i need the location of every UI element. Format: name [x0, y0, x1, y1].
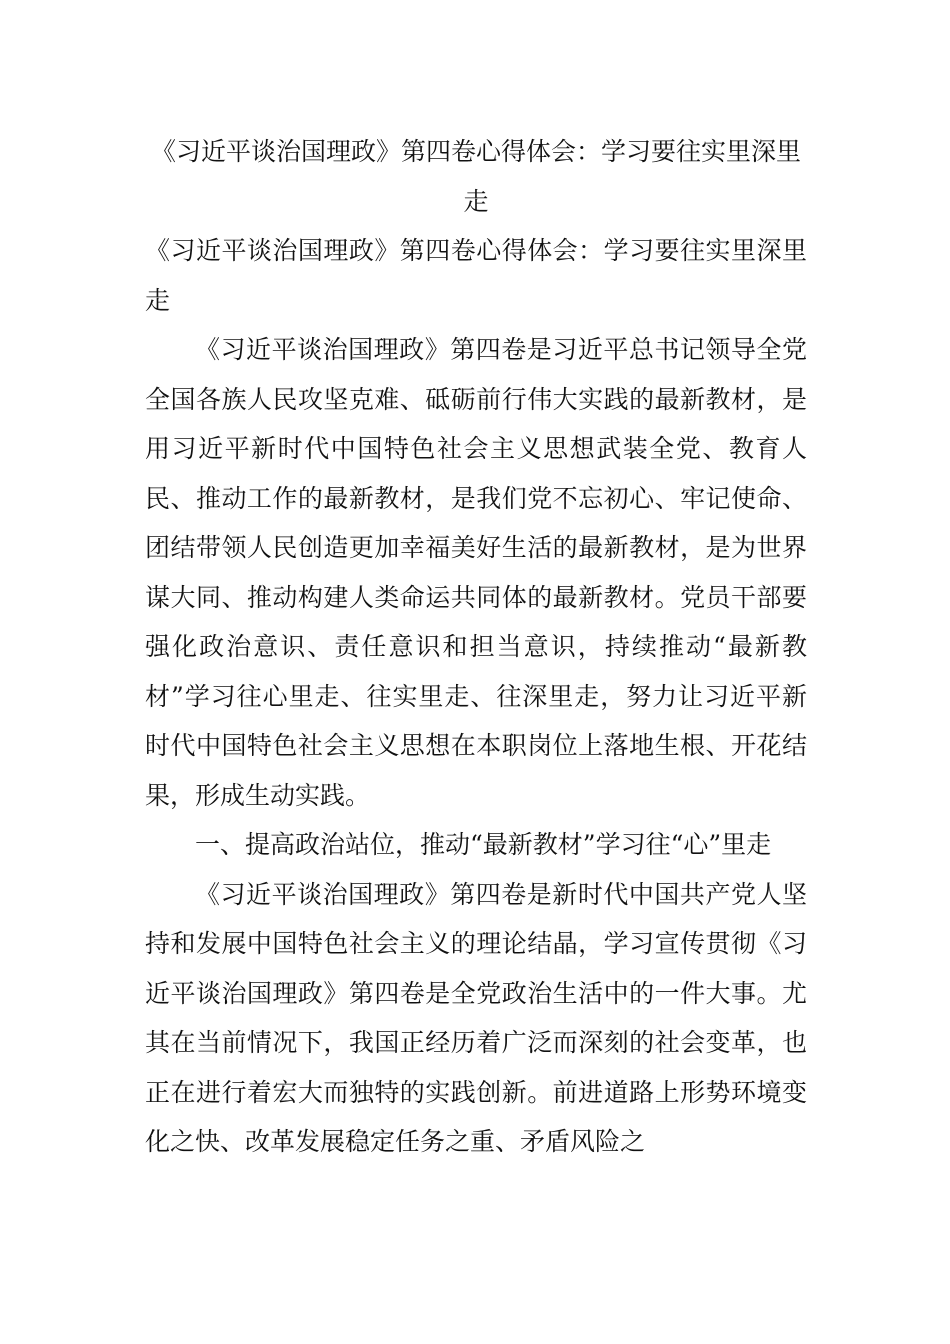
document-body	[145, 127, 807, 1167]
document-title: 《习近平谈治国理政》第四卷心得体会：学习要往实里深里走	[150, 137, 801, 216]
paragraph-section-1: 《习近平谈治国理政》第四卷是新时代中国共产党人坚持和发展中国特色社会主义的理论结晶，学习宣传贯彻《习近平谈治国理政》第四卷是全党政治生活中的一件大事。尤其在当前情况下，我国正经历着广泛而深刻的社会变革，也正在进行着宏大而独特的实践创新。前进道路上形势环境变化之快、改革发展稳定任务之重、矛盾风险之	[145, 879, 807, 1156]
section-heading-1: 一、提高政治站位，推动“最新教材”学习往“心”里走	[195, 830, 772, 859]
document-subtitle: 《习近平谈治国理政》第四卷心得体会：学习要往实里深里走	[145, 236, 807, 315]
paragraph-intro: 《习近平谈治国理政》第四卷是习近平总书记领导全党全国各族人民攻坚克难、砥砺前行伟大实践的最新教材，是用习近平新时代中国特色社会主义思想武装全党、教育人民、推动工作的最新教材，是我们党不忘初心、牢记使命、团结带领人民创造更加幸福美好生活的最新教材，是为世界谋大同、推动构建人类命运共同体的最新教材。党员干部要强化政治意识、责任意识和担当意识，持续推动“最新教材”学习往心里走、往实里走、往深里走，努力让习近平新时代中国特色社会主义思想在本职岗位上落地生根、开花结果，形成生动实践。	[145, 335, 807, 810]
